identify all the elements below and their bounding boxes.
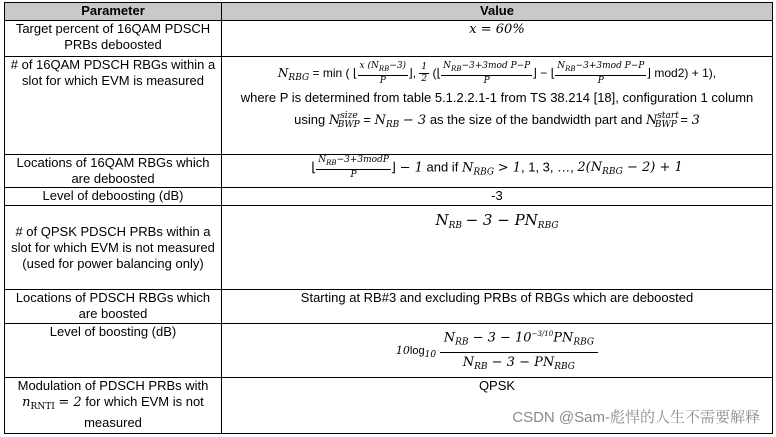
value-cell: QPSK (222, 378, 773, 434)
value-cell (222, 21, 773, 57)
param-cell: # of 16QAM PDSCH RBGs within a slot for which EVM is measured (5, 57, 222, 155)
table-row (5, 21, 773, 57)
target-percent: x = 60% (469, 22, 525, 37)
header-value: Value (222, 3, 773, 21)
value-cell: ⌊ $\frac{N_{RB}-3+3modP}{P}$ ⌋ − 1 and if $N_{RBG} > 1$, 1, 3, …, $2(N_{RBG} - 2) + 1$ (222, 155, 773, 188)
table-row (5, 188, 773, 206)
value-cell (222, 57, 773, 155)
table-row (5, 206, 773, 290)
table-header-row (5, 3, 773, 21)
table-row (5, 324, 773, 378)
param-cell: Target percent of 16QAM PDSCH PRBs deboosted (5, 21, 222, 57)
value-cell: Starting at RB#3 and excluding PRBs of RBGs which are deboosted (222, 290, 773, 324)
nrbg-formula: $N_{RBG} = \min$ ( ⌊ $\frac{x (N_{RB}-3)}{P}$ ⌋, $\frac{1}{2}$ (⌊ $\frac{N_{RB}-3+3mod P-P}{P}$ ⌋ − ⌊ $\frac{N_{RB}-3+3mod P-P}{P}$ ⌋ mod2) + 1), (277, 61, 717, 86)
table-row (5, 155, 773, 188)
param-cell: # of QPSK PDSCH PRBs within a slot for which EVM is not measured (used for power balancing only) (5, 206, 222, 290)
value-cell: -3 (222, 188, 773, 206)
table-row (5, 57, 773, 155)
watermark: CSDN @Sam-彪悍的人生不需要解释 (512, 409, 760, 426)
parameter-table (4, 2, 773, 434)
value-cell: $10\log_{10}$ $\frac{N_{RB} - 3 - 10^{-3/10}PN_{RBG}}{N_{RB} - 3 - PN_{RBG}}$ (222, 324, 773, 378)
param-cell: Level of boosting (dB) (5, 324, 222, 378)
param-cell: Locations of 16QAM RBGs which are deboosted (5, 155, 222, 188)
value-cell: $N_{RB} - 3 - PN_{RBG}$ (222, 206, 773, 290)
param-cell: Modulation of PDSCH PRBs with $n_{RNTI} = 2$ for which EVM is not measured (5, 378, 222, 434)
header-parameter: Parameter (5, 3, 222, 21)
param-cell: Locations of PDSCH RBGs which are boosted (5, 290, 222, 324)
param-cell: Level of deboosting (dB) (5, 188, 222, 206)
nrbg-explanation: where P is determined from table 5.1.2.2.1-1 from TS 38.214 [18], configuration 1 column using $N^{size}_{BWP} = N_{RB} - 3$ as the size of the bandwidth part and $N^{start}_{BWP} = 3$ (240, 89, 754, 130)
table-row (5, 290, 773, 324)
